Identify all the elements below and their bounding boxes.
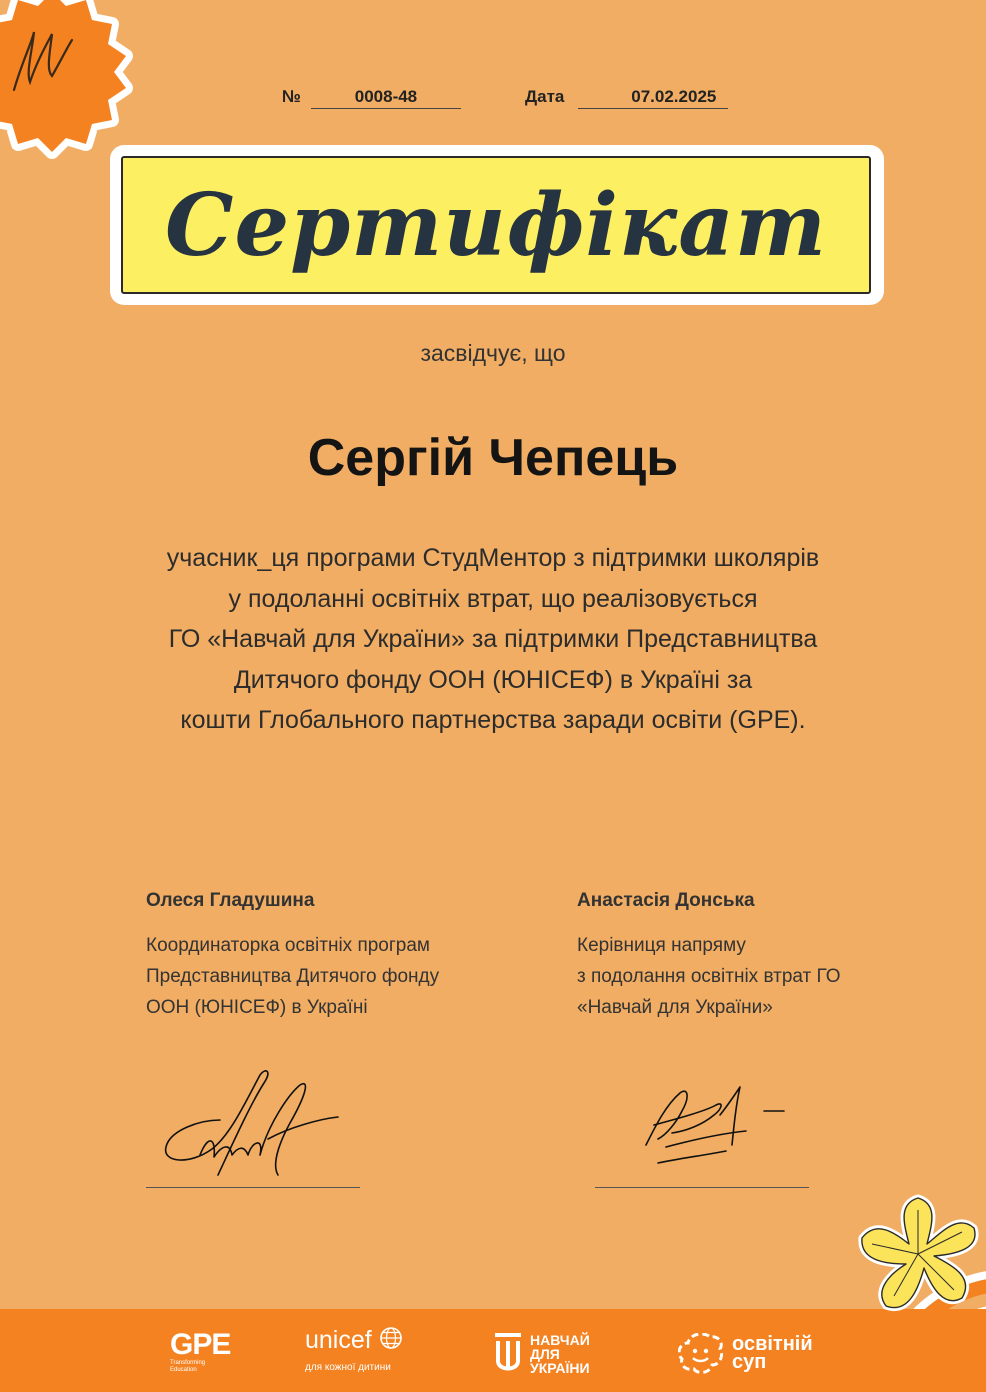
date-value: 07.02.2025	[578, 86, 728, 109]
certificate-title: Сертифікат	[165, 174, 827, 276]
certificate-date	[525, 86, 728, 109]
gpe-logo-text: GPE	[170, 1328, 231, 1361]
osvitnii-sup-line-2: суп	[732, 1351, 767, 1373]
certifies-text: засвідчує, що	[420, 340, 566, 366]
signature-line-right	[595, 1187, 809, 1188]
date-label: Дата	[525, 87, 565, 106]
gpe-tagline-1: Transforming	[170, 1360, 206, 1366]
signer-role-line: ООН (ЮНІСЕФ) в Україні	[146, 997, 368, 1018]
body-line: у подоланні освітніх втрат, що реалізовується	[228, 584, 758, 613]
gpe-tagline-2: Education	[170, 1367, 197, 1373]
signer-role-line: Представництва Дитячого фонду	[146, 966, 440, 987]
unicef-globe-icon	[379, 1326, 403, 1350]
signer-name: Олеся Гладушина	[146, 890, 315, 911]
number-label: №	[282, 87, 301, 106]
title-banner	[121, 156, 871, 294]
flower-icon	[850, 1190, 986, 1320]
number-value: 0008-48	[311, 86, 461, 109]
body-line: ГО «Навчай для України» за підтримки Представництва	[168, 625, 818, 653]
signer-role-line: «Навчай для України»	[577, 997, 773, 1018]
osvitnii-sup-line-1: освітній	[732, 1333, 813, 1355]
signer-role	[577, 930, 841, 1023]
signer-right	[577, 890, 841, 1023]
body-line: учасник_ця програми СтудМентор з підтримки школярів	[166, 544, 820, 572]
navchai-logo-icon	[492, 1333, 524, 1377]
navchai-line-1: НАВЧАЙ	[530, 1332, 590, 1348]
unicef-logo	[305, 1326, 403, 1373]
signature-left	[160, 1065, 350, 1185]
body-line: Дитячого фонду ООН (ЮНІСЕФ) в Україні за	[233, 665, 753, 694]
navchai-line-2: ДЛЯ	[530, 1346, 560, 1362]
certificate-body	[100, 538, 886, 741]
body-line: кошти Глобального партнерства заради освіти (GPE).	[180, 706, 806, 734]
navchai-line-3: УКРАЇНИ	[530, 1360, 590, 1376]
signer-role-line: Координаторка освітніх програм	[146, 935, 430, 956]
osvitnii-sup-logo-icon	[678, 1333, 724, 1375]
certificate-number	[282, 86, 461, 109]
signer-role	[146, 930, 439, 1023]
signer-name: Анастасія Донська	[577, 890, 755, 911]
signer-role-line: Керівниця напряму	[577, 935, 746, 956]
gpe-logo	[170, 1330, 230, 1374]
recipient-name: Сергій Чепець	[307, 429, 679, 487]
corner-badge-icon	[0, 0, 140, 165]
signature-line-left	[146, 1187, 360, 1188]
signature-right	[636, 1075, 796, 1175]
signer-left	[146, 890, 439, 1023]
unicef-logo-text: unicef	[305, 1326, 372, 1354]
signer-role-line: з подолання освітніх втрат ГО	[577, 966, 841, 987]
unicef-tagline: для кожної дитини	[305, 1362, 391, 1373]
